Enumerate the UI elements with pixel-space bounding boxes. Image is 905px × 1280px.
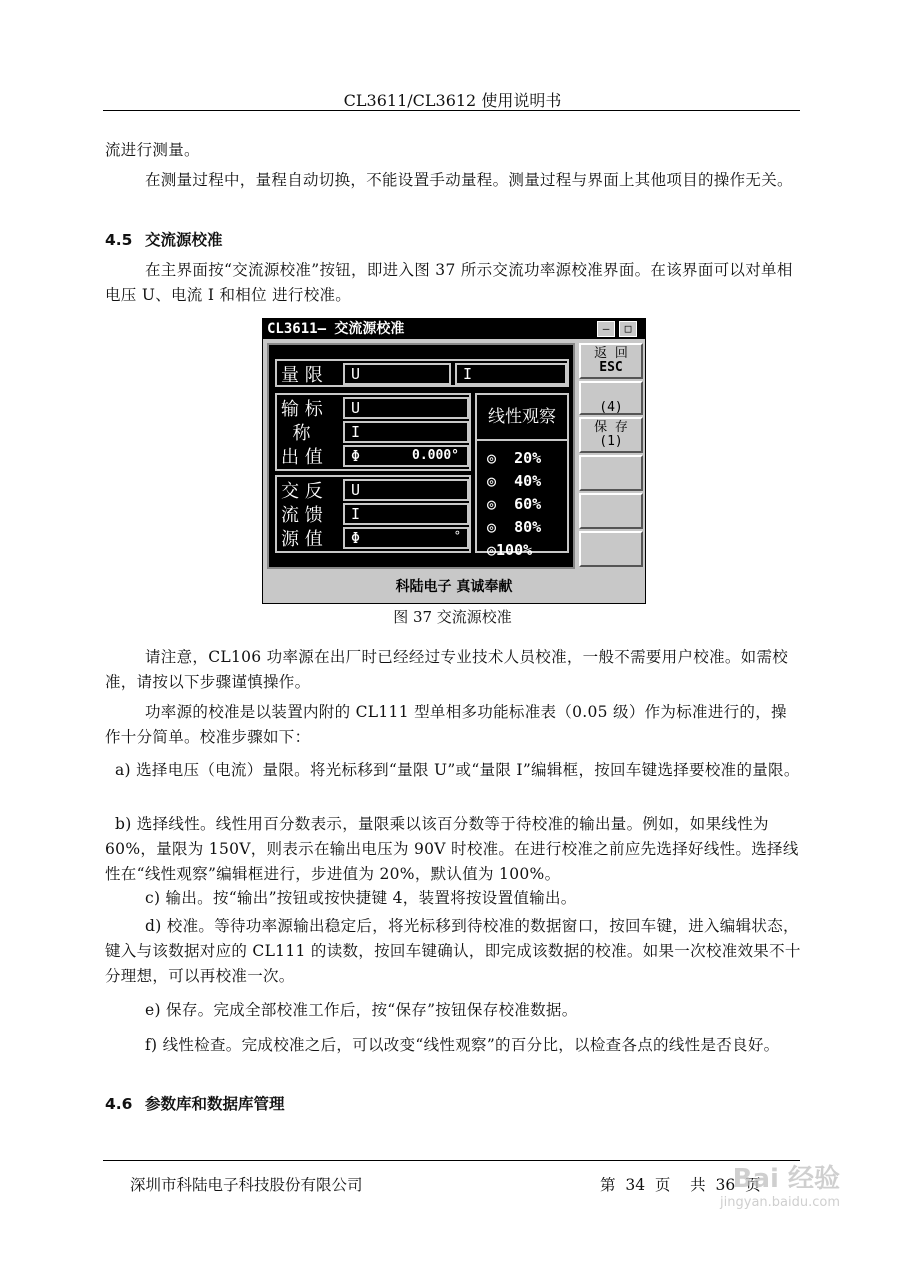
output-phi-label: Φ bbox=[351, 447, 361, 465]
feedback-label-3: 源 值 bbox=[281, 529, 323, 550]
baidu-watermark bbox=[610, 1158, 840, 1218]
step-c: c) 输出。按“输出”按钮或按快捷键 4，装置将按设置值输出。 bbox=[145, 889, 577, 907]
footer-company: 深圳市科陆电子科技股份有限公司 bbox=[130, 1176, 363, 1194]
section-heading-4-5 bbox=[105, 228, 223, 250]
linear-option-60[interactable]: ◎ 60% bbox=[487, 495, 542, 513]
output-button[interactable] bbox=[579, 381, 643, 415]
return-button[interactable] bbox=[579, 343, 643, 379]
save-label: 保 存 bbox=[594, 420, 628, 435]
watermark-url: jingyan.baidu.com bbox=[720, 1195, 840, 1210]
output-i-field[interactable] bbox=[343, 421, 469, 443]
section-title: 交流源校准 bbox=[145, 231, 223, 249]
paragraph-continued: 流进行测量。 bbox=[105, 141, 200, 159]
feedback-i-label: I bbox=[351, 505, 361, 523]
feedback-u-label: U bbox=[351, 481, 361, 499]
linear-option-80[interactable]: ◎ 80% bbox=[487, 518, 542, 536]
header-rule bbox=[103, 110, 800, 111]
section-title-4-6: 参数库和数据库管理 bbox=[145, 1095, 285, 1113]
feedback-phi-field[interactable] bbox=[343, 527, 469, 549]
paragraph-intro: 在主界面按“交流源校准”按钮，即进入图 37 所示交流功率源校准界面。在该界面可以对单相电压 U、电流 I 和相位 进行校准。 bbox=[105, 261, 793, 304]
side-button-4[interactable] bbox=[579, 455, 643, 491]
feedback-u-field[interactable] bbox=[343, 479, 469, 501]
linear-option-100[interactable]: ◎100% bbox=[487, 541, 533, 559]
output-label-2: 称 bbox=[281, 423, 311, 444]
output-phase-value: 0.000° bbox=[412, 448, 459, 463]
step-e: e) 保存。完成全部校准工作后，按“保存”按钮保存校准数据。 bbox=[145, 1001, 578, 1019]
range-i-field[interactable] bbox=[455, 363, 567, 385]
save-key: (1) bbox=[599, 434, 623, 449]
feedback-i-field[interactable] bbox=[343, 503, 469, 525]
step-a: a) 选择电压（电流）量限。将光标移到“量限 U”或“量限 I”编辑框，按回车键选择要校准的量限。 bbox=[115, 761, 800, 779]
side-button-6[interactable] bbox=[579, 531, 643, 567]
range-i-label: I bbox=[463, 365, 473, 383]
window-title: CL3611— 交流源校准 bbox=[267, 321, 405, 337]
linear-title: 线性观察 bbox=[475, 393, 569, 441]
output-u-label: U bbox=[351, 399, 361, 417]
watermark-brand: Bai 经验 bbox=[732, 1164, 840, 1194]
feedback-label-2: 流 馈 bbox=[281, 505, 323, 526]
feedback-phi-label: Φ bbox=[351, 529, 361, 547]
paragraph-method: 功率源的校准是以装置内附的 CL111 型单相多功能标准表（0.05 级）作为标准进行的，操作十分简单。校准步骤如下： bbox=[105, 703, 787, 746]
linear-option-40[interactable]: ◎ 40% bbox=[487, 472, 542, 490]
page-header-title: CL3611/CL3612 使用说明书 bbox=[343, 91, 562, 110]
save-button[interactable] bbox=[579, 417, 643, 453]
output-u-field[interactable] bbox=[343, 397, 469, 419]
maximize-button[interactable]: □ bbox=[619, 321, 637, 337]
step-d: d) 校准。等待功率源输出稳定后，将光标移到待校准的数据窗口，按回车键，进入编辑状态，键入与该数据对应的 CL111 的读数，按回车键确认，即完成该数据的校准。如果一次校准效果不十分理想，可以再校准一次。 bbox=[105, 917, 801, 985]
side-button-5[interactable] bbox=[579, 493, 643, 529]
range-u-field[interactable] bbox=[343, 363, 451, 385]
section-number: 4.5 bbox=[105, 231, 133, 249]
output-label-1: 输 标 bbox=[281, 399, 323, 420]
feedback-label-1: 交 反 bbox=[281, 481, 323, 502]
return-label: 返 回 bbox=[594, 346, 628, 361]
output-phi-field[interactable] bbox=[343, 445, 469, 467]
output-key: (4) bbox=[599, 400, 623, 415]
range-u-label: U bbox=[351, 365, 361, 383]
section-heading-4-6 bbox=[105, 1092, 285, 1114]
paragraph-notice: 请注意，CL106 功率源在出厂时已经经过专业技术人员校准，一般不需要用户校准。如需校准，请按以下步骤谨慎操作。 bbox=[105, 648, 789, 691]
figure-caption: 图 37 交流源校准 bbox=[393, 608, 512, 626]
step-f: f) 线性检查。完成校准之后，可以改变“线性观察”的百分比，以检查各点的线性是否良好。 bbox=[145, 1036, 780, 1054]
paragraph-measure: 在测量过程中，量程自动切换，不能设置手动量程。测量过程与界面上其他项目的操作无关。 bbox=[145, 171, 793, 189]
return-key: ESC bbox=[599, 360, 623, 375]
output-label-3: 出 值 bbox=[281, 447, 323, 468]
section-number-4-6: 4.6 bbox=[105, 1095, 133, 1113]
minimize-button[interactable]: — bbox=[597, 321, 615, 337]
step-b: b) 选择线性。线性用百分数表示，量限乘以该百分数等于待校准的输出量。例如，如果线性为 60%，量限为 150V，则表示在输出电压为 90V 时校准。在进行校准之前应先选择好线性。选择线性在“线性观察”编辑框进行，步进值为 20%，默认值为 100%。 bbox=[105, 815, 799, 883]
status-bar: 科陆电子 真诚奉献 bbox=[395, 579, 513, 595]
calibration-window bbox=[262, 318, 646, 604]
range-label: 量 限 bbox=[281, 365, 323, 386]
footer-page: 第 34 页 共 36 页 bbox=[600, 1176, 761, 1194]
feedback-degree: ° bbox=[453, 529, 461, 543]
output-i-label: I bbox=[351, 423, 361, 441]
window-titlebar bbox=[263, 319, 645, 339]
linear-option-20[interactable]: ◎ 20% bbox=[487, 449, 542, 467]
main-panel bbox=[267, 343, 575, 569]
